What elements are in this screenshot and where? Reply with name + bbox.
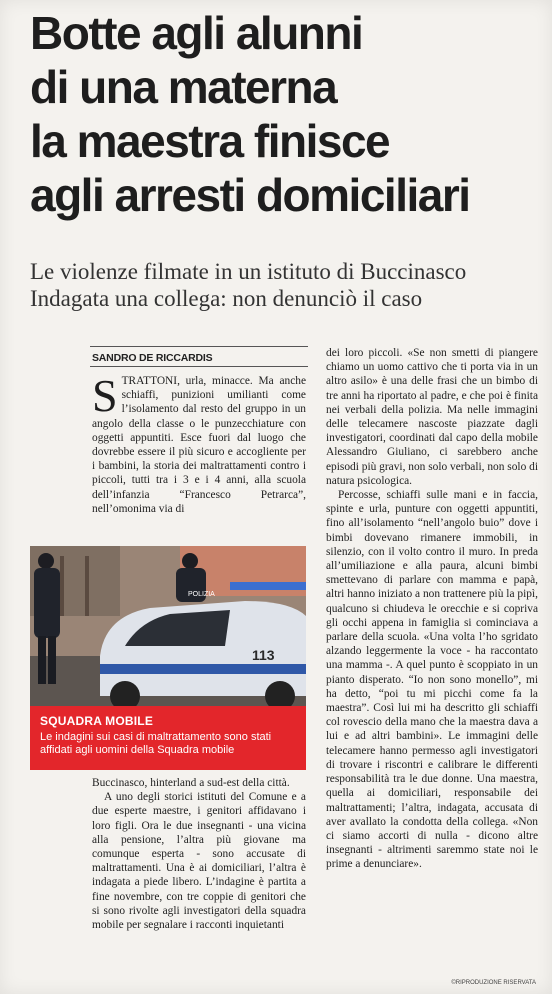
byline: SANDRO DE RICCARDIS: [92, 352, 213, 364]
article-column-2: [326, 346, 538, 872]
intro-lead: TRATTONI: [121, 375, 178, 387]
subhead-line-1: Le violenze filmate in un istituto di Buccinasco: [30, 259, 467, 284]
headline-line-3: la maestra finisce: [30, 115, 390, 167]
byline-rule-top: [90, 346, 308, 347]
car-label: POLIZIA: [188, 591, 215, 598]
drop-cap: S: [92, 370, 118, 421]
police-car-photo: [30, 546, 306, 706]
paragraph: A uno degli storici istituti del Comune e a due esperte maestre, i genitori affidavano i loro figli. Ora le due insegnanti - una vicina alla pensione, l’altra più giovane ma comunque esperta - sono accusate di maltrattamenti. Una è ai domiciliari, l’altra è indagata a piede libero. L’indagine è partita a fine novembre, con tre coppie di genitori che si sono rivolte agli investigatori della squadra mobile per segnalare i racconti inquietanti: [92, 791, 306, 932]
article-column-1-intro: [92, 370, 306, 516]
article-column-1-continued: [92, 776, 306, 932]
intro-text: , urla, minacce. Ma anche schiaffi, punizioni umilianti come l’isolamento dal resto del gruppo in un angolo della classe o le punzecchiature con oggetti appuntiti. Esce fuori dal luogo che dovrebbe essere il più sicuro e accogliente per i bambini, la storia dei maltrattamenti contro i piccoli, tutti tra i 3 e i 4 anni, alla scuola dell’infanzia “Francesco Petrarca”, nell’omonima via di: [92, 375, 306, 515]
headline-line-4: agli arresti domiciliari: [30, 169, 470, 221]
headline-line-2: di una materna: [30, 61, 337, 113]
subhead-line-2: Indagata una collega: non denunciò il caso: [30, 286, 423, 311]
caption-text: Le indagini sui casi di maltrattamento sono stati affidati agli uomini della Squadra mobile: [40, 731, 272, 756]
photo-illustration: [30, 546, 306, 706]
headline: [30, 6, 545, 222]
headline-line-1: Botte agli alunni: [30, 7, 363, 59]
copyright-note: ©RIPRODUZIONE RISERVATA: [451, 980, 536, 986]
subheadline: [30, 258, 545, 312]
intro-paragraph: [92, 370, 306, 516]
caption-title: SQUADRA MOBILE: [40, 714, 154, 728]
paragraph: dei loro piccoli. «Se non smetti di piangere chiamo un uomo cattivo che ti porta via in un altro asilo» è una delle frasi che un bimbo di tre anni ha riportato al padre, e che poi è finita nei verbali della polizia. Ma nelle immagini delle telecamere nascoste piazzate dagli investigatori, coordinati dal capo della mobile Alessandro Giuliano, ci sarebbero anche episodi più gravi, non solo verbali, non solo di natura psicologica.: [326, 347, 538, 487]
car-number: 113: [252, 647, 275, 663]
photo-caption: [30, 706, 306, 770]
paragraph: Buccinasco, hinterland a sud-est della città.: [92, 777, 290, 789]
paragraph: Percosse, schiaffi sulle mani e in faccia, spinte e urla, punture con oggetti appuntiti, fino all’isolamento “nell’angolo buio” dove i bimbi dovevano rimanere immobili, in silenzio, con il volto contro il muro. In preda all’umiliazione e alla paura, alcuni bimbi smettevano di parlare con mamma e papà, altri hanno iniziato a non trattenere più la pipì, qualcuno si chiudeva le orecchie e si copriva gli occhi appena in famiglia si cominciava a parlare della scuola. «Una volta l’ho sgridato alzando leggermente la voce - ha raccontato una mamma -. A quel punto è scoppiato in un pianto disperato. “Io non sono monello”, mi ha detto, “poi tu mi picchi come fa la maestra”. Così lui mi ha descritto gli schiaffi col rovescio della mano che la maestra dava a lui e ad altri bambini». Le immagini delle telecamere hanno permesso agli investigatori di trovare i riscontri e calibrare le differenti responsabilità tra le due donne. Una maestra, quella ai domiciliari, responsabile dei maltrattamenti; l’altra, indagata, accusata di aver avallato la condotta della collega. «Non ci siamo accorti di nulla - dicono altre insegnanti - altrimenti saremmo state noi le prime a denunciare».: [326, 489, 538, 871]
byline-rule-bottom: [90, 366, 308, 367]
